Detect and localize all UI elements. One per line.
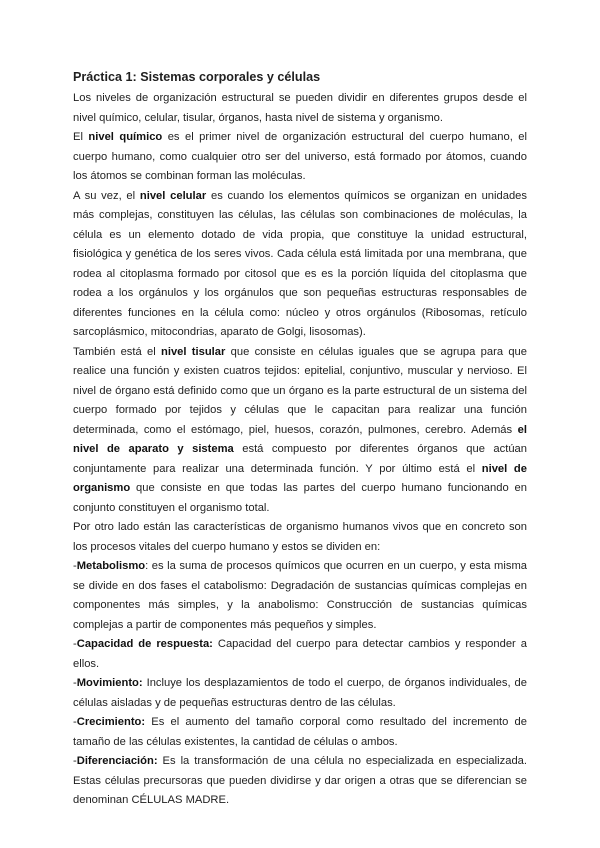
list-dash: - (73, 716, 77, 728)
paragraph-nivel-tisular (73, 343, 527, 519)
text-run: Es el aumento del tamaño corporal como resultado del incremento de tamaño de las células existentes, la cantidad de células o ambos. (73, 716, 527, 748)
term-nivel-quimico: nivel químico (88, 131, 163, 143)
text-run: : es la suma de procesos químicos que ocurren en un cuerpo, y esta misma se divide en dos fases el catabolismo: Degradación de sustancias químicas complejas en componentes más simples, y la anabolismo: Construcción de sustancias químicas complejas a partir de componentes más pequeños y simples. (73, 560, 527, 631)
paragraph-intro: Los niveles de organización estructural se pueden dividir en diferentes grupos desde el nivel químico, celular, tisular, órganos, hasta nivel de sistema y organismo. (73, 92, 527, 124)
document-title: Práctica 1: Sistemas corporales y células (73, 70, 321, 84)
term-metabolismo: Metabolismo (76, 560, 146, 572)
term-nivel-tisular: nivel tisular (161, 345, 226, 358)
list-dash: - (73, 677, 77, 689)
text-run: es cuando los elementos químicos se organizan en unidades más complejas, constituyen las células, las células son combinaciones de moléculas, la célula es un elemento dotado de vida propia, que constituye la unidad estructural, fisiológica y genética de los seres vivos. Cada célula está limitada por una membrana, que rodea al citoplasma formado por citosol que es es la porción líquida del citoplasma que rodea a los orgánulos y los orgánulos que son pequeñas estructuras responsables de diferentes funciones en la célula como: núcleo y otros orgánulos (Ribosomas, retículo sarcoplásmico, mitocondrias, aparato de Golgi, lisosomas). (73, 189, 527, 338)
term-nivel-celular: nivel celular (139, 189, 207, 202)
term-diferenciacion: Diferenciación: (76, 755, 158, 767)
text-run: También está el (73, 345, 161, 358)
list-dash: - (73, 638, 77, 650)
list-item-diferenciacion (73, 752, 527, 811)
term-movimiento: Movimiento: (76, 677, 143, 689)
paragraph-procesos-vitales: Por otro lado están las características de organismo humanos vivos que en concreto son los procesos vitales del cuerpo humano y estos se dividen en: (73, 521, 527, 553)
text-run: que consiste en células iguales que se agrupa para que realice una función y existen cuatros tejidos: epitelial, conjuntivo, muscular y nervioso. El nivel de órgano está definido como que un órgano es la parte estructural de un sistema del cuerpo formado por tejidos y células que le capacitan para realizar una función determinada, como el estómago, piel, huesos, corazón, pulmones, cerebro. Además (73, 345, 527, 436)
document-page (73, 68, 527, 811)
paragraph-nivel-celular (73, 187, 527, 343)
list-dash: - (73, 755, 77, 767)
term-capacidad-respuesta: Capacidad de respuesta: (76, 638, 213, 650)
text-run: Capacidad del cuerpo para detectar cambios y responder a ellos. (73, 638, 527, 670)
term-nivel-aparato-sistema: el nivel de aparato y sistema (73, 423, 527, 455)
list-item-capacidad-respuesta (73, 635, 527, 674)
text-run: es el primer nivel de organización estructural del cuerpo humano, el cuerpo humano, como cualquier otro ser del universo, está formado por átomos, cuando los átomos se combinan forman las moléculas. (73, 131, 527, 182)
text-run: que consiste en que todas las partes del cuerpo humano funcionando en conjunto constituyen el organismo total. (73, 482, 527, 514)
text-run: El (73, 131, 89, 143)
text-run: A su vez, el (73, 189, 140, 202)
text-run: está compuesto por diferentes órganos que actúan conjuntamente para realizar una determinada función. Y por último está el (73, 443, 527, 475)
list-item-movimiento (73, 674, 527, 713)
list-item-crecimiento (73, 713, 527, 752)
text-run: Es la transformación de una célula no especializada en especializada. Estas células precursoras que pueden dividirse y dar origen a otras que se diferencian se denominan CÉLULAS MADRE. (73, 755, 527, 806)
paragraph-nivel-quimico (73, 128, 527, 187)
list-item-metabolismo (73, 557, 527, 635)
term-crecimiento: Crecimiento: (76, 716, 146, 728)
text-run: Incluye los desplazamientos de todo el cuerpo, de órganos individuales, de células aisladas y de pequeñas estructuras dentro de las células. (73, 677, 527, 709)
list-dash: - (73, 560, 77, 572)
term-nivel-organismo: nivel de organismo (73, 462, 527, 494)
